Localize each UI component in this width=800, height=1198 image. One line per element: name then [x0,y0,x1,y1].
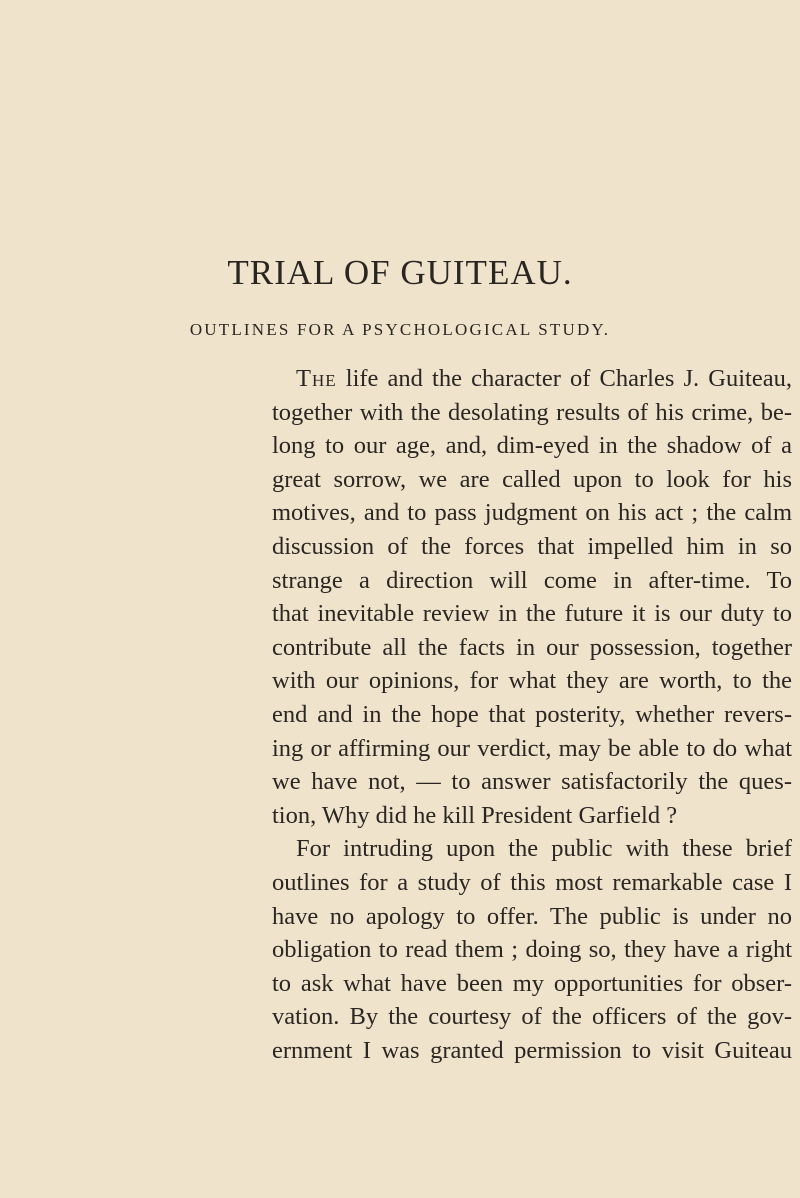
text-line: have no apology to offer. The public is under no [272,902,792,930]
lead-word: The [296,365,337,392]
text-line: long to our age, and, dim-eyed in the shadow of a [272,432,792,460]
text-line: strange a direction will come in after-time. To [272,566,792,594]
text-line [272,362,792,396]
page-title: TRIAL OF GUITEAU. [227,253,573,292]
text-line: that inevitable review in the future it is our duty to [272,600,792,628]
text-line: outlines for a study of this most remarkable case I [272,868,792,896]
text-line: contribute all the facts in our possession, together [272,633,792,661]
text-line: For intruding upon the public with these brief [296,835,792,863]
body-text [272,362,792,1067]
text-line: obligation to read them ; doing so, they have a right [272,936,792,964]
text-line: end and in the hope that posterity, whether revers- [272,700,792,728]
text-line: motives, and to pass judgment on his act ; the calm [272,499,792,527]
text-line: discussion of the forces that impelled him in so [272,532,792,560]
text-line: together with the desolating results of his crime, be- [272,398,792,426]
page-subtitle: OUTLINES FOR A PSYCHOLOGICAL STUDY. [189,320,611,339]
text-line: tion, Why did he kill President Garfield ? [272,801,678,829]
text-line: vation. By the courtesy of the officers of the gov- [272,1003,792,1031]
text-line: with our opinions, for what they are worth, to the [272,667,792,695]
line-text: life and the character of Charles J. Guiteau, [336,365,792,392]
text-line: ernment I was granted permission to visit Guiteau [272,1036,792,1064]
text-line: to ask what have been my opportunities for obser- [272,969,792,997]
text-line: we have not, — to answer satisfactorily the ques- [272,768,792,796]
text-line: ing or affirming our verdict, may be able to do what [272,734,792,762]
text-line: great sorrow, we are called upon to look for his [272,465,792,493]
